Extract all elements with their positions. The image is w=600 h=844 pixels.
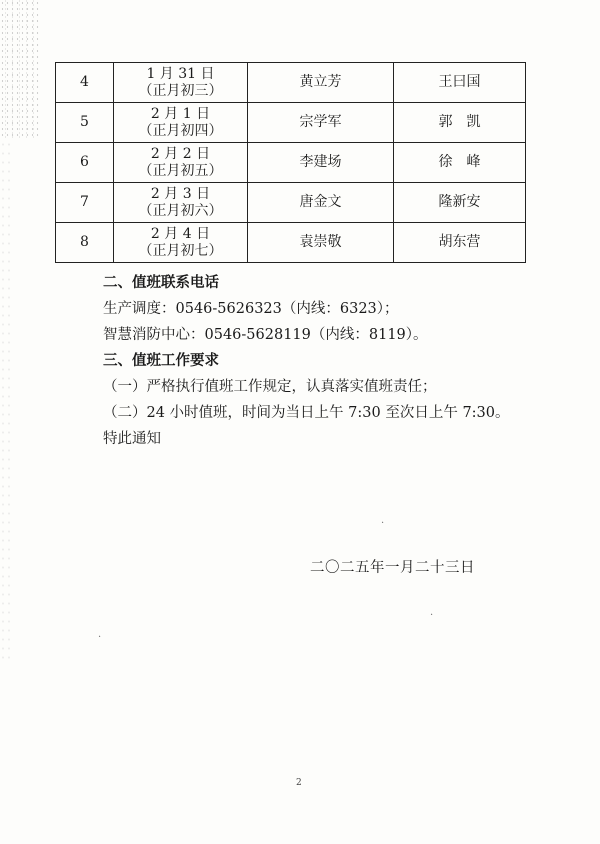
row-number: 8 (56, 223, 114, 263)
contact-line-fire-center: 智慧消防中心：0546-5628119（内线：8119）。 (103, 327, 428, 343)
signature-date: 二〇二五年一月二十三日 (310, 560, 475, 576)
requirement-item-2: （二）24 小时值班，时间为当日上午 7:30 至次日上午 7:30。 (103, 405, 510, 421)
date-solar: 2 月 2 日 (150, 145, 211, 162)
date-lunar: （正月初四） (138, 122, 223, 139)
contact-heading: 二、值班联系电话 (103, 274, 219, 291)
date-solar: 2 月 3 日 (150, 185, 211, 202)
duty-person-a: 唐金文 (248, 183, 394, 223)
contact-line-dispatch: 生产调度：0546-5626323（内线：6323）； (103, 301, 399, 317)
date-cell (114, 183, 248, 223)
duty-person-b: 徐 峰 (394, 143, 526, 183)
duty-person-a: 李建场 (248, 143, 394, 183)
date-cell (114, 63, 248, 103)
row-number: 7 (56, 183, 114, 223)
row-number: 5 (56, 103, 114, 143)
duty-person-b: 王曰国 (394, 63, 526, 103)
row-number: 6 (56, 143, 114, 183)
date-solar: 1 月 31 日 (146, 65, 215, 82)
duty-person-a: 袁崇敬 (248, 223, 394, 263)
date-cell (114, 103, 248, 143)
page-number: 2 (296, 778, 302, 788)
scan-speckle-edge (0, 140, 12, 660)
date-cell (114, 223, 248, 263)
duty-person-a: 宗学军 (248, 103, 394, 143)
scan-mark: · (430, 610, 434, 621)
date-solar: 2 月 1 日 (150, 105, 211, 122)
scan-mark: · (98, 632, 102, 643)
duty-person-b: 胡东营 (394, 223, 526, 263)
date-cell (114, 143, 248, 183)
table-row (56, 143, 526, 183)
requirement-item-1: （一）严格执行值班工作规定，认真落实值班责任； (103, 379, 437, 395)
duty-person-b: 郭 凯 (394, 103, 526, 143)
duty-schedule-table (55, 62, 526, 263)
date-lunar: （正月初七） (138, 242, 223, 259)
table-row (56, 223, 526, 263)
requirements-heading: 三、值班工作要求 (103, 352, 219, 369)
date-solar: 2 月 4 日 (150, 225, 211, 242)
table-row (56, 183, 526, 223)
duty-person-b: 隆新安 (394, 183, 526, 223)
date-lunar: （正月初六） (138, 202, 223, 219)
table-row (56, 63, 526, 103)
duty-person-a: 黄立芳 (248, 63, 394, 103)
scan-speckle (0, 0, 40, 140)
scan-mark: · (381, 518, 385, 529)
date-lunar: （正月初三） (138, 82, 223, 99)
date-lunar: （正月初五） (138, 162, 223, 179)
table-row (56, 103, 526, 143)
row-number: 4 (56, 63, 114, 103)
closing-text: 特此通知 (103, 431, 161, 447)
